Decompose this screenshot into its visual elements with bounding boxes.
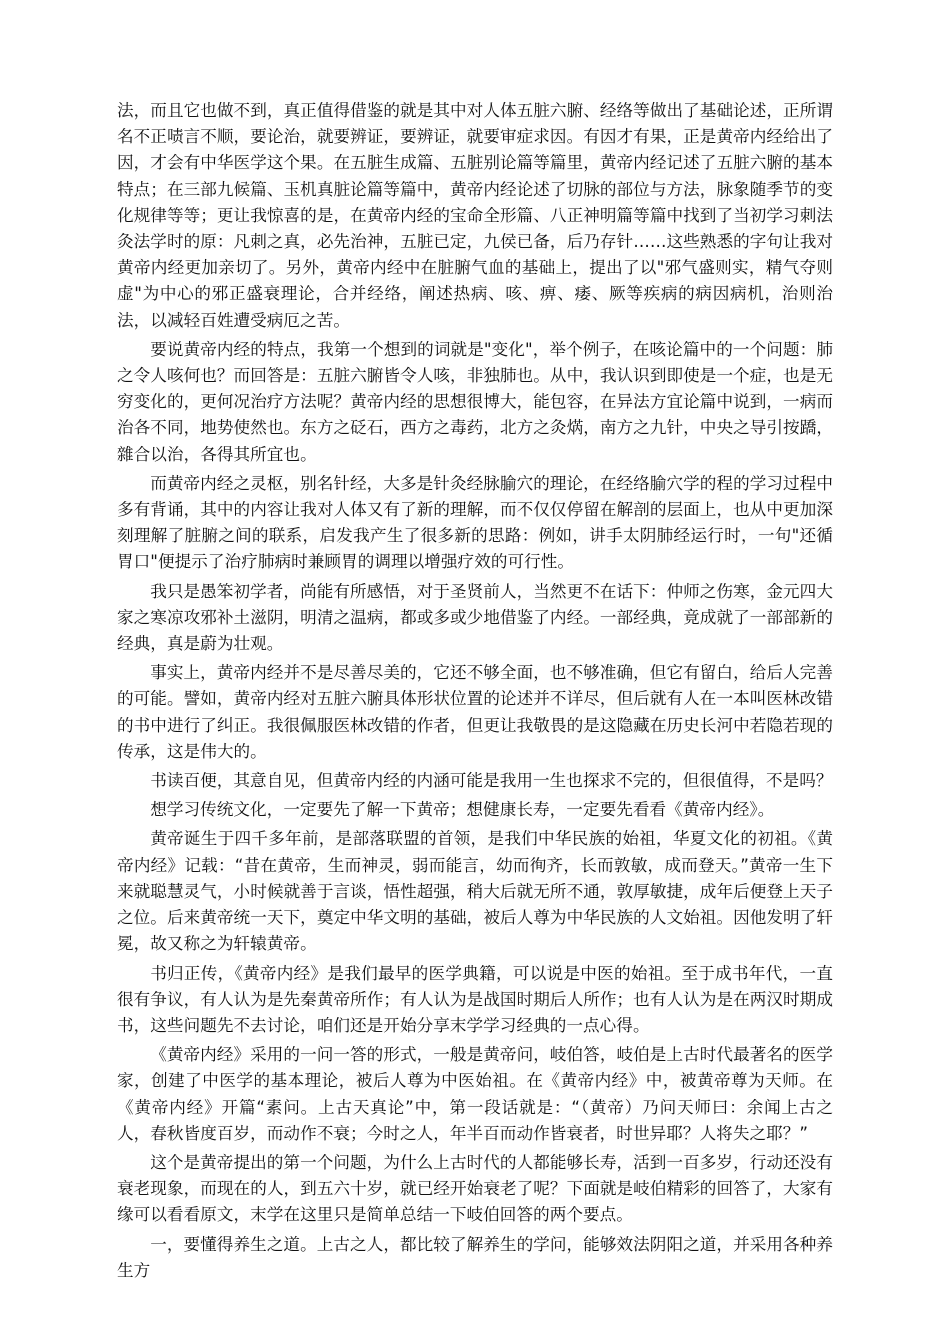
paragraph-qa-form: 《黄帝内经》采用的一问一答的形式，一般是黄帝问，岐伯答，岐伯是上古时代最著名的医学家，创建了中医学的基本理论，被后人尊为中医始祖。在《黄帝内经》中，被黄帝尊为天师。在《黄帝内经》开篇“素问。上古天真论”中，第一段话就是：“（黄帝）乃问天师曰：余闻上古之人，春秋皆度百岁，而动作不衰；今时之人，年半百而动作皆衰者，时世异耶？人将失之耶？”	[117, 1045, 833, 1143]
paragraph-huangdi-birth: 黄帝诞生于四千多年前，是部落联盟的首领，是我们中华民族的始祖，华夏文化的初祖。《黄帝内经》记载：“昔在黄帝，生而神灵，弱而能言，幼而徇齐，长而敦敏，成而登天。”黄帝一生下来就聪慧灵气，小时候就善于言谈，悟性超强，稍大后就无所不通，敦厚敏捷，成年后便登上天子之位。后来黄帝统一天下，奠定中华文明的基础，被后人尊为中华民族的人文始祖。因他发明了轩冕，故又称之为轩辕黄帝。	[117, 829, 833, 954]
paragraph-continuation: 法，而且它也做不到，真正值得借鉴的就是其中对人体五脏六腑、经络等做出了基础论述，正所谓名不正啧言不顺，要论治，就要辨证，要辨证，就要审症求因。有因才有果，正是黄帝内经给出了因，才会有中华医学这个果。在五脏生成篇、五脏别论篇等篇里，黄帝内经记述了五脏六腑的基本特点；在三部九候篇、玉机真脏论篇等篇中，黄帝内经论述了切脉的部位与方法，脉象随季节的变化规律等等；更让我惊喜的是，在黄帝内经的宝命全形篇、八正神明篇等篇中找到了当初学习刺法灸法学时的原：凡刺之真，必先治神，五脏已定，九侯已备，后乃存针……这些熟悉的字句让我对黄帝内经更加亲切了。另外，黄帝内经中在脏腑气血的基础上，提出了以"邪气盛则实，精气夺则虚"为中心的邪正盛衰理论，合并经络，阐述热病、咳、痹、痿、厥等疾病的病因病机，治则治法，以减轻百姓遭受病厄之苦。	[117, 101, 833, 330]
paragraph-imperfection: 事实上，黄帝内经并不是尽善尽美的，它还不够全面，也不够准确，但它有留白，给后人完善的可能。譬如，黄帝内经对五脏六腑具体形状位置的论述并不详尽，但后就有人在一本叫医林改错的书中进行了纠正。我很佩服医林改错的作者，但更让我敬畏的是这隐藏在历史长河中若隐若现的传承，这是伟大的。	[117, 663, 833, 761]
paragraph-first-point: 一，要懂得养生之道。上古之人，都比较了解养生的学问，能够效法阴阳之道，并采用各种养生方	[117, 1234, 833, 1280]
paragraph-tradition: 想学习传统文化，一定要先了解一下黄帝；想健康长寿，一定要先看看《黄帝内经》。	[150, 800, 775, 820]
paragraph-first-question: 这个是黄帝提出的第一个问题，为什么上古时代的人都能够长寿，活到一百多岁，行动还没有衰老现象，而现在的人，到五六十岁，就已经开始衰老了呢？下面就是岐伯精彩的回答了，大家有缘可以看看原文，末学在这里只是简单总结一下岐伯回答的两个要点。	[117, 1152, 833, 1225]
paragraph-reading: 书读百便，其意自见，但黄帝内经的内涵可能是我用一生也探求不完的，但很值得，不是吗？	[150, 771, 833, 791]
paragraph-beginner: 我只是愚笨初学者，尚能有所感悟，对于圣贤前人，当然更不在话下：仲师之伤寒，金元四大家之寒凉攻邪补土滋阴，明清之温病，都或多或少地借鉴了内经。一部经典，竟成就了一部部新的经典，真是蔚为壮观。	[117, 581, 833, 654]
paragraph-classic: 书归正传，《黄帝内经》是我们最早的医学典籍，可以说是中医的始祖。至于成书年代，一直很有争议，有人认为是先秦黄帝所作；有人认为是战国时期后人所作；也有人认为是在两汉时期成书，这些问题先不去讨论，咱们还是开始分享末学学习经典的一点心得。	[117, 963, 833, 1035]
paragraph-features: 要说黄帝内经的特点，我第一个想到的词就是"变化"，举个例子，在咳论篇中的一个问题：肺之令人咳何也？而回答是：五脏六腑皆令人咳，非独肺也。从中，我认识到即使是一个症，也是无穷变化的，更何况治疗方法呢？黄帝内经的思想很博大，能包容，在异法方宜论篇中说到，一病而治各不同，地势使然也。东方之砭石，西方之毒药，北方之灸焫，南方之九针，中央之导引按蹻，雜合以治，各得其所宜也。	[117, 339, 833, 464]
paragraph-lingshu: 而黄帝内经之灵枢，别名针经，大多是针灸经脉腧穴的理论，在经络腧穴学的程的学习过程中多有背诵，其中的内容让我对人体又有了新的理解，而不仅仅停留在解剖的层面上，也从中更加深刻理解了脏腑之间的联系，启发我产生了很多新的思路：例如，讲手太阴肺经运行时，一句"还循胃口"便提示了治疗肺病时兼顾胃的调理以增强疗效的可行性。	[117, 473, 833, 572]
document-body	[117, 98, 833, 1287]
